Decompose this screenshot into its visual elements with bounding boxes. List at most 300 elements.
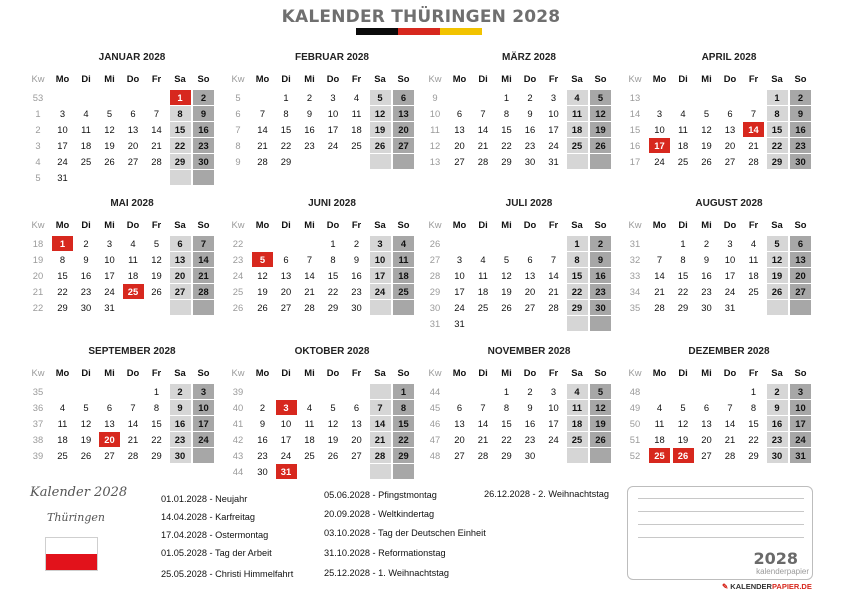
empty-day-cell xyxy=(99,170,120,185)
empty-day-cell xyxy=(146,170,167,185)
day-cell: 19 xyxy=(257,286,268,297)
weekday-header: Di xyxy=(478,219,488,230)
weekday-header: Mi xyxy=(501,219,512,230)
day-cell: 29 xyxy=(748,450,759,461)
weekday-header: So xyxy=(197,219,210,230)
empty-day-cell xyxy=(567,316,588,331)
empty-day-cell xyxy=(590,316,611,331)
week-number: 42 xyxy=(232,434,244,445)
notes-box xyxy=(627,486,813,580)
day-cell: 3 xyxy=(456,254,463,265)
day-cell: 19 xyxy=(701,140,712,151)
empty-day-cell xyxy=(76,170,97,185)
weekday-header: Sa xyxy=(374,367,386,378)
kw-header: Kw xyxy=(231,367,245,378)
week-number: 8 xyxy=(235,140,241,151)
kw-header: Kw xyxy=(31,73,45,84)
week-number: 35 xyxy=(32,386,44,397)
day-cell: 15 xyxy=(280,124,292,135)
day-cell: 29 xyxy=(57,302,68,313)
week-number: 32 xyxy=(629,254,641,265)
empty-day-cell xyxy=(299,464,320,479)
day-cell: 31 xyxy=(57,172,68,183)
weekday-header: Sa xyxy=(771,367,783,378)
day-cell: 10 xyxy=(654,124,665,135)
empty-day-cell xyxy=(720,90,741,105)
week-number: 29 xyxy=(429,286,441,297)
kw-header: Kw xyxy=(231,73,245,84)
empty-day-cell xyxy=(99,384,120,399)
week-number: 31 xyxy=(429,318,441,329)
empty-day-cell xyxy=(299,236,320,251)
day-cell: 22 xyxy=(501,434,512,445)
day-cell: 4 xyxy=(567,90,588,105)
week-number: 25 xyxy=(232,286,244,297)
day-cell: 14 xyxy=(477,418,489,429)
day-cell: 5 xyxy=(590,90,611,105)
week-number: 15 xyxy=(629,124,641,135)
holiday-item: 01.01.2028 - Neujahr xyxy=(161,494,248,504)
day-cell: 3 xyxy=(330,92,336,103)
day-cell: 13 xyxy=(393,106,414,121)
week-number: 5 xyxy=(35,172,41,183)
week-number: 37 xyxy=(32,418,44,429)
week-number: 23 xyxy=(232,254,244,265)
day-cell: 6 xyxy=(283,254,289,265)
day-cell: 10 xyxy=(548,108,559,119)
day-cell: 12 xyxy=(257,270,268,281)
week-number: 36 xyxy=(32,402,44,413)
week-number: 44 xyxy=(232,466,244,477)
day-cell: 24 xyxy=(370,284,391,299)
day-cell: 8 xyxy=(680,254,686,265)
kw-header: Kw xyxy=(628,367,642,378)
day-cell: 26 xyxy=(104,156,115,167)
day-cell: 12 xyxy=(80,418,92,429)
day-cell: 6 xyxy=(393,90,414,105)
day-cell: 17 xyxy=(454,286,465,297)
day-cell: 1 xyxy=(567,236,588,251)
day-cell: 23 xyxy=(767,432,788,447)
weekday-header: Mo xyxy=(452,219,467,230)
day-cell: 13 xyxy=(454,418,465,429)
weekday-header: Do xyxy=(126,219,140,230)
day-cell: 13 xyxy=(454,124,465,135)
note-line xyxy=(638,498,804,499)
holiday-day-cell: 25 xyxy=(123,284,144,299)
day-cell: 6 xyxy=(353,402,360,413)
day-cell: 10 xyxy=(724,254,736,265)
weekday-header: Do xyxy=(126,73,140,84)
weekday-header: Sa xyxy=(374,219,386,230)
day-cell: 20 xyxy=(170,268,191,283)
empty-day-cell xyxy=(520,316,541,331)
day-cell: 27 xyxy=(393,138,414,153)
day-cell: 21 xyxy=(477,434,489,445)
weekday-header: Fr xyxy=(548,219,559,230)
empty-day-cell xyxy=(252,236,273,251)
day-cell: 9 xyxy=(527,108,533,119)
empty-day-cell xyxy=(393,300,414,315)
day-cell: 22 xyxy=(677,286,689,297)
day-cell: 4 xyxy=(306,402,313,413)
weekday-header: Do xyxy=(326,73,340,84)
day-cell: 3 xyxy=(106,238,113,249)
day-cell: 30 xyxy=(524,156,536,167)
day-cell: 24 xyxy=(454,302,465,313)
day-cell: 29 xyxy=(501,156,512,167)
day-cell: 7 xyxy=(306,254,313,265)
day-cell: 4 xyxy=(680,108,686,119)
day-cell: 18 xyxy=(80,140,92,151)
day-cell: 11 xyxy=(304,418,315,429)
weekday-header: Mo xyxy=(255,73,270,84)
day-cell: 31 xyxy=(790,448,811,463)
day-cell: 8 xyxy=(330,254,336,265)
day-cell: 7 xyxy=(193,236,214,251)
day-cell: 29 xyxy=(170,154,191,169)
day-cell: 3 xyxy=(193,384,214,399)
day-cell: 17 xyxy=(790,416,811,431)
week-number: 51 xyxy=(629,434,641,445)
day-cell: 19 xyxy=(151,270,162,281)
day-cell: 19 xyxy=(370,122,391,137)
week-number: 49 xyxy=(629,402,641,413)
day-cell: 22 xyxy=(748,434,759,445)
empty-day-cell xyxy=(590,448,611,463)
day-cell: 17 xyxy=(548,418,559,429)
day-cell: 23 xyxy=(170,432,191,447)
weekday-header: Fr xyxy=(748,73,759,84)
day-cell: 22 xyxy=(393,432,414,447)
week-number: 4 xyxy=(35,156,41,167)
day-cell: 5 xyxy=(703,108,710,119)
holiday-item: 17.04.2028 - Ostermontag xyxy=(161,530,269,540)
day-cell: 26 xyxy=(701,156,712,167)
day-cell: 1 xyxy=(767,90,788,105)
day-cell: 20 xyxy=(524,286,536,297)
day-cell: 16 xyxy=(304,124,315,135)
day-cell: 11 xyxy=(567,400,588,415)
weekday-header: So xyxy=(197,73,210,84)
day-cell: 10 xyxy=(454,270,465,281)
day-cell: 26 xyxy=(370,138,391,153)
weekday-header: Mi xyxy=(304,367,315,378)
day-cell: 21 xyxy=(477,140,489,151)
weekday-header: Sa xyxy=(771,73,783,84)
month-name: JUNI 2028 xyxy=(308,198,356,209)
holiday-item: 25.05.2028 - Christi Himmelfahrt xyxy=(161,569,294,579)
empty-day-cell xyxy=(193,170,214,185)
day-cell: 17 xyxy=(327,124,339,135)
day-cell: 1 xyxy=(750,386,757,397)
day-cell: 26 xyxy=(501,302,512,313)
day-cell: 24 xyxy=(57,156,68,167)
day-cell: 22 xyxy=(567,284,588,299)
day-cell: 22 xyxy=(501,140,512,151)
day-cell: 10 xyxy=(327,108,339,119)
weekday-header: Mi xyxy=(701,367,712,378)
day-cell: 13 xyxy=(127,124,139,135)
week-number: 44 xyxy=(429,386,441,397)
day-cell: 25 xyxy=(567,138,588,153)
day-cell: 13 xyxy=(701,418,712,429)
note-line xyxy=(638,511,804,512)
day-cell: 20 xyxy=(454,434,465,445)
day-cell: 7 xyxy=(656,254,663,265)
empty-day-cell xyxy=(370,300,391,315)
day-cell: 31 xyxy=(454,318,465,329)
day-cell: 12 xyxy=(767,252,788,267)
empty-day-cell xyxy=(567,448,588,463)
day-cell: 8 xyxy=(503,108,510,119)
kw-header: Kw xyxy=(428,219,442,230)
day-cell: 22 xyxy=(57,286,68,297)
day-cell: 23 xyxy=(304,140,315,151)
week-number: 14 xyxy=(629,108,641,119)
day-cell: 31 xyxy=(724,302,736,313)
weekday-header: Mo xyxy=(652,73,667,84)
weekday-header: Di xyxy=(81,219,91,230)
empty-day-cell xyxy=(649,90,670,105)
day-cell: 20 xyxy=(701,434,712,445)
holiday-item: 26.12.2028 - 2. Weihnachtstag xyxy=(484,489,609,499)
day-cell: 29 xyxy=(677,302,689,313)
day-cell: 5 xyxy=(370,90,391,105)
day-cell: 7 xyxy=(370,400,391,415)
day-cell: 28 xyxy=(304,302,315,313)
day-cell: 2 xyxy=(527,386,533,397)
day-cell: 14 xyxy=(548,270,559,281)
day-cell: 8 xyxy=(393,400,414,415)
brand-text-a: KALENDER xyxy=(730,582,772,591)
day-cell: 19 xyxy=(590,416,611,431)
weekday-header: Mi xyxy=(304,73,315,84)
week-number: 24 xyxy=(232,270,244,281)
day-cell: 6 xyxy=(727,108,733,119)
day-cell: 18 xyxy=(304,434,315,445)
day-cell: 30 xyxy=(170,448,191,463)
day-cell: 12 xyxy=(151,254,162,265)
brand-logo xyxy=(722,582,812,591)
day-cell: 28 xyxy=(151,156,162,167)
day-cell: 11 xyxy=(393,252,414,267)
day-cell: 26 xyxy=(80,450,92,461)
day-cell: 6 xyxy=(456,108,463,119)
day-cell: 27 xyxy=(127,156,139,167)
day-cell: 16 xyxy=(524,124,536,135)
day-cell: 23 xyxy=(701,286,712,297)
empty-day-cell xyxy=(567,154,588,169)
week-number: 31 xyxy=(629,238,641,249)
day-cell: 3 xyxy=(656,108,663,119)
day-cell: 7 xyxy=(550,254,557,265)
day-cell: 4 xyxy=(353,92,360,103)
day-cell: 23 xyxy=(80,286,92,297)
day-cell: 23 xyxy=(790,138,811,153)
empty-day-cell xyxy=(76,384,97,399)
month-name: NOVEMBER 2028 xyxy=(487,346,571,357)
day-cell: 19 xyxy=(501,286,512,297)
day-cell: 14 xyxy=(304,270,315,281)
weekday-header: Do xyxy=(523,219,537,230)
empty-day-cell xyxy=(543,236,564,251)
day-cell: 5 xyxy=(330,402,336,413)
day-cell: 31 xyxy=(104,302,115,313)
day-cell: 2 xyxy=(767,384,788,399)
day-cell: 5 xyxy=(590,384,611,399)
day-cell: 1 xyxy=(393,384,414,399)
day-cell: 20 xyxy=(127,140,139,151)
kw-header: Kw xyxy=(628,73,642,84)
day-cell: 16 xyxy=(257,434,268,445)
day-cell: 21 xyxy=(748,140,759,151)
holiday-day-cell: 14 xyxy=(743,122,764,137)
day-cell: 3 xyxy=(550,92,557,103)
week-number: 33 xyxy=(629,270,641,281)
day-cell: 7 xyxy=(480,108,486,119)
weekday-header: Do xyxy=(126,367,140,378)
day-cell: 8 xyxy=(767,106,788,121)
day-cell: 30 xyxy=(524,450,536,461)
week-number: 13 xyxy=(429,156,441,167)
day-cell: 8 xyxy=(567,252,588,267)
day-cell: 15 xyxy=(567,268,588,283)
weekday-header: Di xyxy=(281,73,291,84)
day-cell: 15 xyxy=(151,418,162,429)
day-cell: 29 xyxy=(280,156,292,167)
day-cell: 25 xyxy=(393,284,414,299)
flag-stripe-gold xyxy=(440,28,482,35)
day-cell: 21 xyxy=(257,140,268,151)
month-name: APRIL 2028 xyxy=(701,52,757,63)
weekday-header: Di xyxy=(281,219,291,230)
day-cell: 27 xyxy=(454,156,465,167)
weekday-header: Fr xyxy=(351,73,362,84)
holiday-item: 03.10.2028 - Tag der Deutschen Einheit xyxy=(324,528,486,538)
day-cell: 12 xyxy=(370,106,391,121)
day-cell: 25 xyxy=(304,450,315,461)
month-name: MÄRZ 2028 xyxy=(502,52,556,63)
note-line xyxy=(638,537,804,538)
day-cell: 18 xyxy=(57,434,68,445)
empty-day-cell xyxy=(299,154,320,169)
day-cell: 21 xyxy=(654,286,665,297)
day-cell: 26 xyxy=(590,138,611,153)
weekday-header: Mo xyxy=(255,219,270,230)
week-number: 9 xyxy=(235,156,241,167)
day-cell: 6 xyxy=(456,402,463,413)
day-cell: 28 xyxy=(477,156,489,167)
month-name: JULI 2028 xyxy=(505,198,553,209)
empty-day-cell xyxy=(473,316,494,331)
weekday-header: Fr xyxy=(151,367,162,378)
weekday-header: Fr xyxy=(151,219,162,230)
weekday-header: Sa xyxy=(571,367,583,378)
day-cell: 27 xyxy=(790,284,811,299)
day-cell: 3 xyxy=(727,238,733,249)
day-cell: 6 xyxy=(170,236,191,251)
weekday-header: Mi xyxy=(104,73,115,84)
month-name: FEBRUAR 2028 xyxy=(295,52,369,63)
empty-day-cell xyxy=(323,464,344,479)
calendar-title: KALENDER THÜRINGEN 2028 xyxy=(281,7,561,27)
day-cell: 25 xyxy=(57,450,68,461)
empty-day-cell xyxy=(767,300,788,315)
day-cell: 20 xyxy=(454,140,465,151)
day-cell: 1 xyxy=(680,238,686,249)
empty-day-cell xyxy=(590,154,611,169)
weekday-header: So xyxy=(397,219,410,230)
day-cell: 20 xyxy=(280,286,292,297)
kw-header: Kw xyxy=(31,367,45,378)
day-cell: 13 xyxy=(790,252,811,267)
day-cell: 10 xyxy=(193,400,214,415)
day-cell: 15 xyxy=(501,124,512,135)
weekday-header: Mi xyxy=(501,73,512,84)
empty-day-cell xyxy=(52,90,73,105)
day-cell: 28 xyxy=(370,448,391,463)
empty-day-cell xyxy=(520,236,541,251)
day-cell: 27 xyxy=(104,450,115,461)
month-name: AUGUST 2028 xyxy=(695,198,763,209)
weekday-header: Mo xyxy=(652,219,667,230)
day-cell: 20 xyxy=(790,268,811,283)
day-cell: 22 xyxy=(170,138,191,153)
empty-day-cell xyxy=(449,384,470,399)
empty-day-cell xyxy=(146,300,167,315)
day-cell: 30 xyxy=(790,154,811,169)
day-cell: 29 xyxy=(501,450,512,461)
empty-day-cell xyxy=(743,300,764,315)
day-cell: 14 xyxy=(654,270,665,281)
day-cell: 31 xyxy=(548,156,559,167)
day-cell: 28 xyxy=(548,302,559,313)
day-cell: 29 xyxy=(151,450,162,461)
day-cell: 12 xyxy=(701,124,712,135)
day-cell: 4 xyxy=(567,384,588,399)
day-cell: 5 xyxy=(106,108,113,119)
day-cell: 24 xyxy=(327,140,339,151)
weekday-header: Di xyxy=(678,367,688,378)
day-cell: 16 xyxy=(767,416,788,431)
empty-day-cell xyxy=(193,300,214,315)
day-cell: 13 xyxy=(280,270,292,281)
weekday-header: Mi xyxy=(304,219,315,230)
day-cell: 26 xyxy=(151,286,162,297)
day-cell: 20 xyxy=(351,434,362,445)
empty-day-cell xyxy=(346,384,367,399)
day-cell: 5 xyxy=(767,236,788,251)
weekday-header: Fr xyxy=(548,367,559,378)
day-cell: 6 xyxy=(790,236,811,251)
day-cell: 16 xyxy=(351,270,362,281)
day-cell: 17 xyxy=(104,270,115,281)
day-cell: 28 xyxy=(477,450,489,461)
day-cell: 8 xyxy=(170,106,191,121)
weekday-header: Di xyxy=(281,367,291,378)
holiday-day-cell: 20 xyxy=(99,432,120,447)
day-cell: 3 xyxy=(59,108,66,119)
week-number: 22 xyxy=(32,302,44,313)
flag-stripe-black xyxy=(356,28,398,35)
kw-header: Kw xyxy=(628,219,642,230)
day-cell: 4 xyxy=(480,254,486,265)
empty-day-cell xyxy=(276,384,297,399)
week-number: 40 xyxy=(232,402,244,413)
week-number: 26 xyxy=(232,302,244,313)
germany-flag-bar xyxy=(356,28,482,35)
